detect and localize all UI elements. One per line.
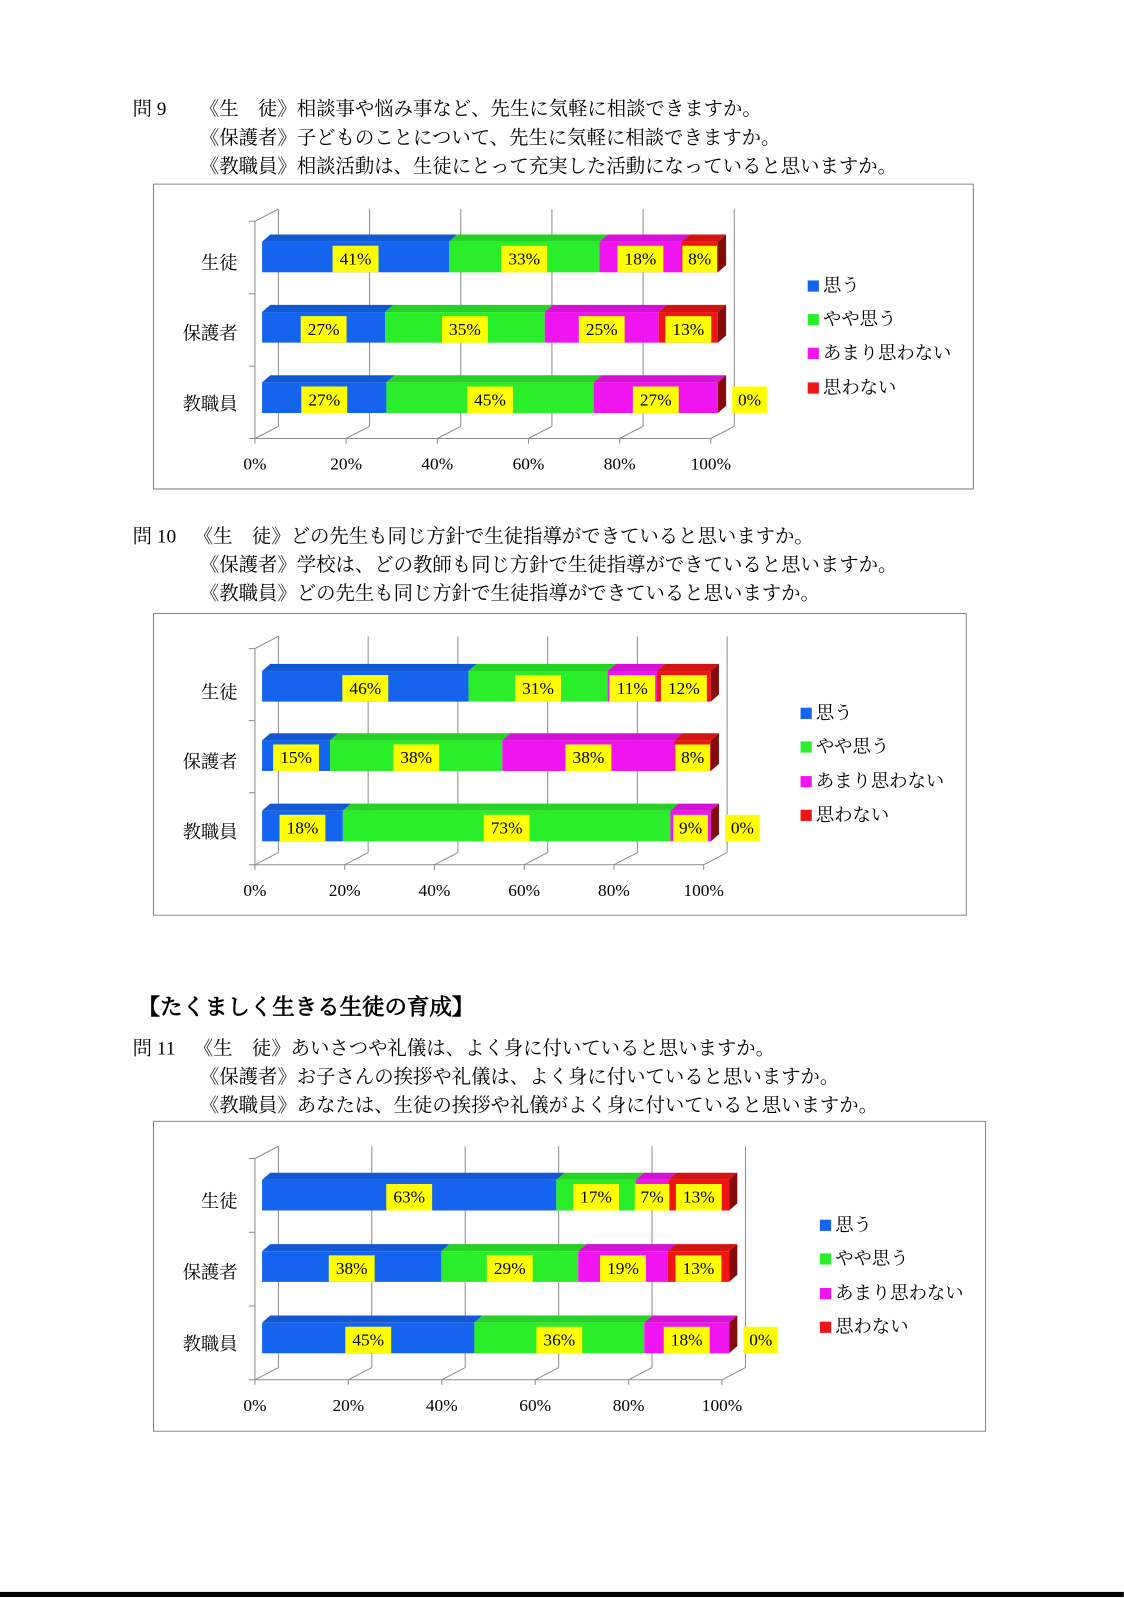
question-line-staff: 《教職員》相談活動は、生徒にとって充実した活動になっていると思いますか。: [199, 156, 898, 178]
x-tick-label: 80%: [603, 454, 636, 474]
stacked-bar-chart: [153, 184, 974, 490]
legend-swatch: [808, 314, 819, 325]
bar-segment-top: [441, 1244, 586, 1251]
bar-segment-top: [657, 664, 719, 671]
x-tick-label: 0%: [243, 454, 267, 474]
bar-segment-top: [262, 804, 351, 811]
data-label: [635, 1184, 670, 1211]
data-label-text: 0%: [737, 390, 762, 410]
data-label-text: 9%: [679, 818, 703, 838]
question-line-staff: 《教職員》あなたは、生徒の挨拶や礼儀がよく身に付いていると思いますか。: [199, 1095, 879, 1117]
legend-item: [820, 1283, 964, 1303]
bar-segment-top: [556, 1173, 644, 1180]
data-label: [501, 246, 547, 273]
data-label: [536, 1327, 582, 1354]
legend-label: 思う: [815, 702, 853, 723]
data-label: [732, 387, 767, 414]
bar-segment-top: [474, 1316, 652, 1323]
data-label: [617, 246, 663, 273]
data-label-text: 12%: [667, 678, 700, 698]
legend-swatch: [820, 1253, 831, 1264]
bar-segment-top: [599, 235, 689, 242]
data-label-text: 63%: [393, 1187, 426, 1207]
data-label: [675, 744, 710, 771]
stacked-bar-chart: [153, 1121, 986, 1432]
data-label: [329, 1255, 375, 1282]
page-bottom-rule: [0, 1592, 1124, 1597]
data-label-text: 35%: [449, 319, 481, 339]
data-label: [386, 1184, 432, 1211]
legend-label: 思わない: [835, 1316, 909, 1337]
bar-segment-top: [262, 664, 477, 671]
bar-segment-top: [262, 1173, 564, 1180]
data-label: [467, 387, 513, 414]
data-label-text: 0%: [730, 818, 754, 838]
x-tick-label: 80%: [598, 880, 630, 900]
data-label: [342, 675, 388, 702]
data-label-text: 46%: [349, 678, 382, 698]
data-label-text: 17%: [580, 1187, 612, 1207]
question-line-guardians: 《保護者》学校は、どの教師も同じ方針で生徒指導ができていると思いますか。: [199, 554, 898, 577]
legend-swatch: [808, 348, 819, 359]
x-tick-label: 60%: [512, 454, 545, 474]
data-label: [673, 815, 708, 842]
bar-segment-top: [386, 375, 601, 382]
chart-q10: [153, 613, 967, 916]
bar-segment-top: [330, 733, 510, 740]
data-label: [661, 675, 707, 702]
data-label-text: 33%: [508, 249, 541, 269]
x-tick-label: 40%: [421, 454, 454, 474]
category-label: 教職員: [182, 1334, 238, 1355]
category-label: 保護者: [182, 323, 238, 344]
legend-item: [808, 343, 952, 363]
data-label: [515, 675, 561, 702]
legend-label: 思う: [822, 275, 860, 296]
data-label-text: 8%: [688, 249, 712, 269]
data-label: [333, 246, 379, 273]
data-label: [484, 815, 530, 842]
bar-segment-top: [578, 1244, 676, 1251]
x-tick-label: 0%: [243, 880, 267, 900]
data-label: [664, 1327, 710, 1354]
data-label-text: 13%: [682, 1259, 715, 1279]
question-number: 問 9: [132, 98, 167, 121]
x-tick-label: 40%: [425, 1395, 458, 1415]
bar-segment-top: [594, 375, 726, 382]
question-line-students: 《生 徒》どの先生も同じ方針で生徒指導ができていると思いますか。: [193, 526, 814, 548]
bar-segment-top: [670, 804, 719, 811]
data-label: [665, 316, 711, 343]
data-label: [682, 246, 717, 273]
data-label: [676, 1255, 722, 1282]
question-number: 問 10: [132, 526, 177, 548]
legend-item: [801, 771, 945, 791]
data-label: [301, 316, 347, 343]
legend-swatch: [801, 810, 812, 821]
bar-segment-top: [262, 733, 338, 740]
bar-segment-top: [385, 305, 553, 312]
data-label-text: 38%: [335, 1259, 368, 1279]
data-label: [565, 744, 611, 771]
legend-label: あまり思わない: [835, 1283, 964, 1304]
legend-swatch: [820, 1288, 831, 1299]
category-label: 生徒: [200, 682, 238, 703]
data-label-text: 11%: [616, 678, 648, 698]
data-label: [600, 1255, 646, 1282]
data-label-text: 45%: [352, 1330, 385, 1350]
x-tick-label: 20%: [332, 1395, 365, 1415]
data-label-text: 27%: [308, 390, 341, 410]
bar-segment-top: [608, 664, 666, 671]
bar-segment-top: [262, 375, 394, 382]
category-label: 生徒: [200, 1191, 238, 1212]
x-tick-label: 20%: [330, 454, 363, 474]
data-label-text: 29%: [493, 1259, 526, 1279]
bar-segment-top: [644, 1316, 737, 1323]
data-label-text: 38%: [400, 748, 433, 768]
bar-segment-top: [262, 1316, 482, 1323]
data-label: [301, 387, 347, 414]
bar-segment-top: [468, 664, 615, 671]
category-label: 教職員: [182, 822, 238, 843]
legend-swatch: [808, 382, 819, 393]
chart-q11: [153, 1121, 986, 1432]
data-label-text: 8%: [681, 748, 705, 768]
data-label: [442, 316, 488, 343]
bar-segment-top: [262, 235, 457, 242]
data-label: [345, 1327, 391, 1354]
data-label-text: 27%: [307, 319, 340, 339]
data-label: [609, 675, 655, 702]
data-label-text: 38%: [572, 748, 605, 768]
question-line-guardians: 《保護者》お子さんの挨拶や礼儀は、よく身に付いていると思いますか。: [199, 1066, 840, 1089]
question-number: 問 11: [132, 1038, 176, 1060]
bar-row: [262, 733, 719, 771]
bar-segment-top: [502, 733, 682, 740]
data-label: [573, 1184, 619, 1211]
x-tick-label: 60%: [508, 880, 541, 900]
data-label-text: 7%: [640, 1187, 664, 1207]
legend-label: あまり思わない: [815, 771, 945, 792]
data-label-text: 73%: [490, 818, 523, 838]
legend-swatch: [808, 280, 819, 291]
category-label: 保護者: [182, 751, 238, 772]
legend-label: 思わない: [815, 804, 890, 825]
legend-label: やや思う: [815, 736, 890, 757]
x-tick-label: 40%: [418, 880, 451, 900]
bar-segment-top: [262, 1244, 449, 1251]
legend-label: 思う: [835, 1214, 872, 1235]
x-tick-label: 100%: [701, 1395, 743, 1415]
stacked-bar-chart: [153, 613, 967, 916]
data-label-text: 13%: [682, 1187, 715, 1207]
x-tick-label: 100%: [690, 454, 732, 474]
data-label-text: 45%: [474, 390, 506, 410]
data-label-text: 15%: [280, 748, 312, 768]
question-line-students: 《生 徒》あいさつや礼儀は、よく身に付いていると思いますか。: [193, 1038, 776, 1060]
section-heading: 【たくましく生きる生徒の育成】: [137, 994, 475, 1020]
x-tick-label: 20%: [328, 880, 361, 900]
data-label-text: 31%: [522, 678, 554, 698]
legend-swatch: [820, 1322, 831, 1333]
data-label: [579, 316, 625, 343]
data-label-text: 18%: [624, 249, 657, 269]
data-label-text: 25%: [585, 319, 618, 339]
question-line-students: 《生 徒》相談事や悩み事など、先生に気軽に相談できますか。: [199, 98, 762, 121]
question-line-guardians: 《保護者》子どものことについて、先生に気軽に相談できますか。: [199, 127, 781, 149]
question-line-staff: 《教職員》どの先生も同じ方針で生徒指導ができていると思いますか。: [199, 583, 820, 605]
x-tick-label: 80%: [612, 1395, 645, 1415]
data-label-text: 0%: [749, 1330, 773, 1350]
bar-segment-top: [668, 1244, 737, 1251]
data-label-text: 41%: [339, 249, 372, 269]
data-label: [393, 744, 439, 771]
legend-swatch: [820, 1220, 831, 1231]
x-tick-label: 60%: [519, 1395, 552, 1415]
legend-label: やや思う: [835, 1248, 909, 1269]
x-tick-label: 100%: [683, 880, 724, 900]
data-label: [676, 1184, 722, 1211]
bar-segment-top: [659, 305, 726, 312]
legend-label: あまり思わない: [822, 342, 952, 363]
category-label: 教職員: [182, 393, 238, 414]
data-label: [487, 1255, 533, 1282]
legend-swatch: [801, 708, 812, 719]
bar-segment-top: [449, 235, 608, 242]
legend-label: 思わない: [822, 377, 897, 398]
data-label: [743, 1327, 778, 1354]
x-tick-label: 0%: [243, 1395, 267, 1415]
data-label: [280, 815, 326, 842]
bar-segment-top: [545, 305, 667, 312]
data-label-text: 27%: [639, 390, 672, 410]
data-label-text: 36%: [543, 1330, 576, 1350]
data-label: [633, 387, 679, 414]
bar-segment-top: [668, 1173, 737, 1180]
data-label-text: 13%: [672, 319, 705, 339]
category-label: 生徒: [200, 253, 238, 274]
bar-segment-top: [343, 804, 679, 811]
data-label-text: 19%: [607, 1259, 639, 1279]
legend-swatch: [801, 776, 812, 787]
data-label-text: 18%: [670, 1330, 703, 1350]
category-label: 保護者: [182, 1262, 238, 1283]
data-label-text: 18%: [286, 818, 319, 838]
data-label: [273, 744, 319, 771]
bar-segment-top: [262, 305, 393, 312]
legend-swatch: [801, 741, 812, 752]
data-label: [725, 815, 760, 842]
legend-label: やや思う: [822, 309, 897, 330]
chart-q9: [153, 184, 974, 490]
